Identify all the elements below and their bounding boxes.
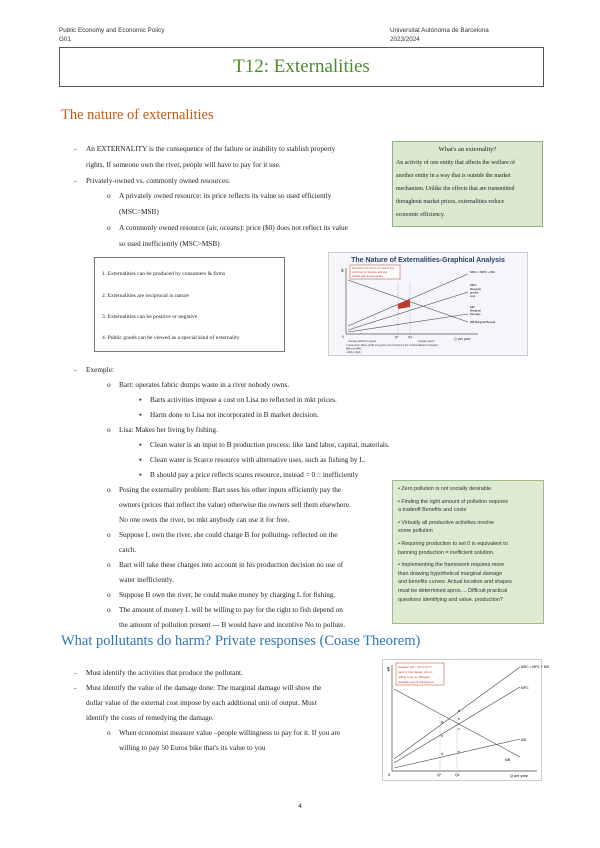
coase-note: Supplier will ↓ Q1 to Q* if xyxy=(398,665,432,669)
efficient-output-label: Society efficient output xyxy=(348,339,377,343)
origin-label: 0 xyxy=(342,335,344,339)
lisa-sub: ▪ B should pay a price reflects scares resource, instead = 0 :: inefficiently xyxy=(139,470,359,479)
posing-item: o Posing the externality problem: Bart uses his other inputs efficiently pay the owners (prices that reflect the value) otherwise the owners sell them elsewhere. No one owns the river, no mkt anybody can use it for free. xyxy=(107,485,351,524)
graph-note: • Geometric, Many profit of a given unit of output is the vertical distance between xyxy=(346,344,439,347)
property-item: 1. Externalities can be produced by consumers & firms xyxy=(102,271,226,277)
coase-graph xyxy=(382,659,550,781)
page-number: 4 xyxy=(298,803,302,810)
sub-common: o A commonly owned resource (air, oceans): price ($0) does not reflect its value so used inefficiently (MSC>MSB) xyxy=(107,222,348,248)
coase-mpc-label: MPC xyxy=(521,686,529,690)
properties-box xyxy=(94,257,285,352)
graph-note: • Abfg =dcgh xyxy=(346,351,361,354)
property-item: 4. Public goods can be viewed as a special kind of externality xyxy=(102,335,240,341)
suppose-lisa-item: o Suppose L own the river, she could charge B for polluting- reflected on the catch. xyxy=(107,530,338,554)
x-label: Q per year xyxy=(454,337,471,341)
graph-title: The Nature of Externalities-Graphical Analysis xyxy=(351,257,505,264)
point-a: a xyxy=(458,709,460,713)
identify-activities-item: - Must identify the activities that produce the pollutant. xyxy=(74,668,243,677)
suppose-bart-item: o Suppose B own the river, he could make money by charging L for fishing. xyxy=(107,590,336,599)
pollution-point: • Zero pollution is not socially desirable. xyxy=(398,486,493,492)
university-name: Universitat Autònoma de Barcelona xyxy=(390,27,489,34)
point-h: h xyxy=(441,734,443,738)
externality-graph xyxy=(328,252,528,356)
bart-sub: ▪ Harm done to Lisa not incorporated in B market decision. xyxy=(139,410,319,419)
sub-private: o A privately owned resource: its price reflects its value so used efficiently (MSC=MSB) xyxy=(107,191,332,217)
mpc-sub: private xyxy=(470,290,479,295)
coase-note: paid by Demander, who is xyxy=(398,670,433,674)
pollution-box xyxy=(392,480,544,624)
coase-mb-label: MB xyxy=(505,758,511,762)
md-label: MD xyxy=(470,305,475,309)
point-b: b xyxy=(458,717,460,721)
pollution-point: • Implementing the framework requires more than drawing hypothetical marginal damage and benefits curves: Actual location and shapes must be determined aprox.... Difficult practical questions identifying and value. production? xyxy=(398,562,512,603)
example-section xyxy=(61,362,391,632)
point-e: e xyxy=(458,750,460,754)
coase-q1-tick: Q1 xyxy=(455,773,460,777)
nature-body xyxy=(61,141,391,252)
mpc-label: MPC xyxy=(470,283,477,287)
mpc-sub: cost xyxy=(470,294,476,298)
willingness-item: o The amount of money L will be willing to pay for the right to fish depend on the amount of pollution present --- B would have and incentive No to pollute. xyxy=(107,605,346,629)
section-heading-nature: The nature of externalities xyxy=(61,107,214,123)
group-code: G01 xyxy=(59,36,71,43)
md-sub: Damage xyxy=(470,312,481,316)
bart-item: o Bart: operates fabric dumps waste in a river nobody owns. xyxy=(107,380,290,389)
header-right xyxy=(390,26,489,44)
bullet-externality: - An EXTERNALITY is the consequence of the failure or inability to stablish property rights. If someone own the river, people will have to pay for it use. xyxy=(74,144,336,169)
property-item: 2. Externalities are reciprocal in nature xyxy=(102,293,189,299)
msc-label: MSC = MPC + MD xyxy=(470,270,495,274)
title-box xyxy=(59,47,544,87)
graph-note: MB and MPC xyxy=(346,347,362,351)
coase-origin: 0 xyxy=(388,773,391,777)
bart-sub: ▪ Barts activities impose a cost on Lisa no reflected in mkt prices. xyxy=(139,395,337,404)
section-heading-coase: What pollutants do harm? Private responses (Coase Theorem) xyxy=(61,633,421,649)
bullet-ownership: - Privately-owned vs. commonly owned resources: xyxy=(74,175,231,185)
md-sub: Marginal xyxy=(470,308,481,313)
header-left xyxy=(59,26,164,44)
reduction-note: Reduction from Q1 to Q* means dog xyxy=(352,267,394,270)
example-heading: - Exemple: xyxy=(74,365,114,374)
reduction-note: profit loss for Supplier and dog xyxy=(352,271,388,274)
y-label: $ xyxy=(341,268,344,273)
mpc-sub: Marginal xyxy=(470,287,481,291)
reduction-note: welfare gain for Demander xyxy=(352,275,383,278)
academic-year: 2023/2024 xyxy=(390,36,420,43)
point-c: c xyxy=(458,727,460,731)
coase-qstar-tick: Q* xyxy=(437,773,442,777)
mb-label: MB Marginal Benefit xyxy=(470,320,496,324)
bart-charges-item: o Bart will take these charges into account in his production decision no use of water inefficiently. xyxy=(107,560,344,584)
coase-y-label: $ xyxy=(387,667,390,673)
coase-body xyxy=(61,665,379,755)
lisa-sub: ▪ Clean water is an input to B production process: like land labor, capital, materials. xyxy=(139,440,390,449)
property-item: 3. Externalities can be positive or negative xyxy=(102,314,198,320)
measure-value-item: o When economist measure value –people willingness to pay for it. If you are willing to pay 50 Euros bike that's its value to you xyxy=(107,728,341,752)
point-d: d xyxy=(441,752,443,756)
coase-note: possible over $ transferred. xyxy=(398,680,435,684)
coase-x-label: Q per year xyxy=(510,774,528,778)
qstar-tick: Q* xyxy=(395,335,399,339)
page-title: T12: Externalities xyxy=(233,56,370,77)
pollution-point: • Requiring production to set 0 is equivalent to banning production = inefficient solution. xyxy=(398,540,508,556)
q1-tick: Q1 xyxy=(408,335,413,339)
lisa-sub: ▪ Clean water is Scarce resource with alternative uses, such as fishing by L. xyxy=(139,455,366,464)
actual-output-label: Actual output xyxy=(418,339,435,343)
pollution-point: • Virtually all productive activities involve some pollution xyxy=(398,519,495,535)
coase-note: willing to do so. Bargain xyxy=(398,675,430,679)
pollution-point: • Finding the right amount of pollution requires a tradeoff Benefits and costs xyxy=(398,498,509,514)
coase-md-label: MD xyxy=(521,738,527,742)
coase-msc-label: MSC = MPC + MD xyxy=(521,665,550,669)
point-g: g xyxy=(441,720,443,724)
definition-box xyxy=(392,141,543,227)
course-title: Public Economy and Economic Policy xyxy=(59,27,165,34)
lisa-item: o Lisa: Makes her living by fishing. xyxy=(107,425,218,434)
identify-damage-item: - Must identify the value of the damage done: The marginal damage will show the dollar value of the external cost impose by each additional unit of output. Must identify the costs of remedying the damage. xyxy=(74,683,322,722)
definition-text: An activity of one entity that affects the welfare of another entity in a way that is outside the market mechanism. Unlike the effects that are transmitted throughout market prices, externalities reduce economic efficiency. xyxy=(396,160,516,218)
definition-title: What's an externality? xyxy=(438,146,497,153)
